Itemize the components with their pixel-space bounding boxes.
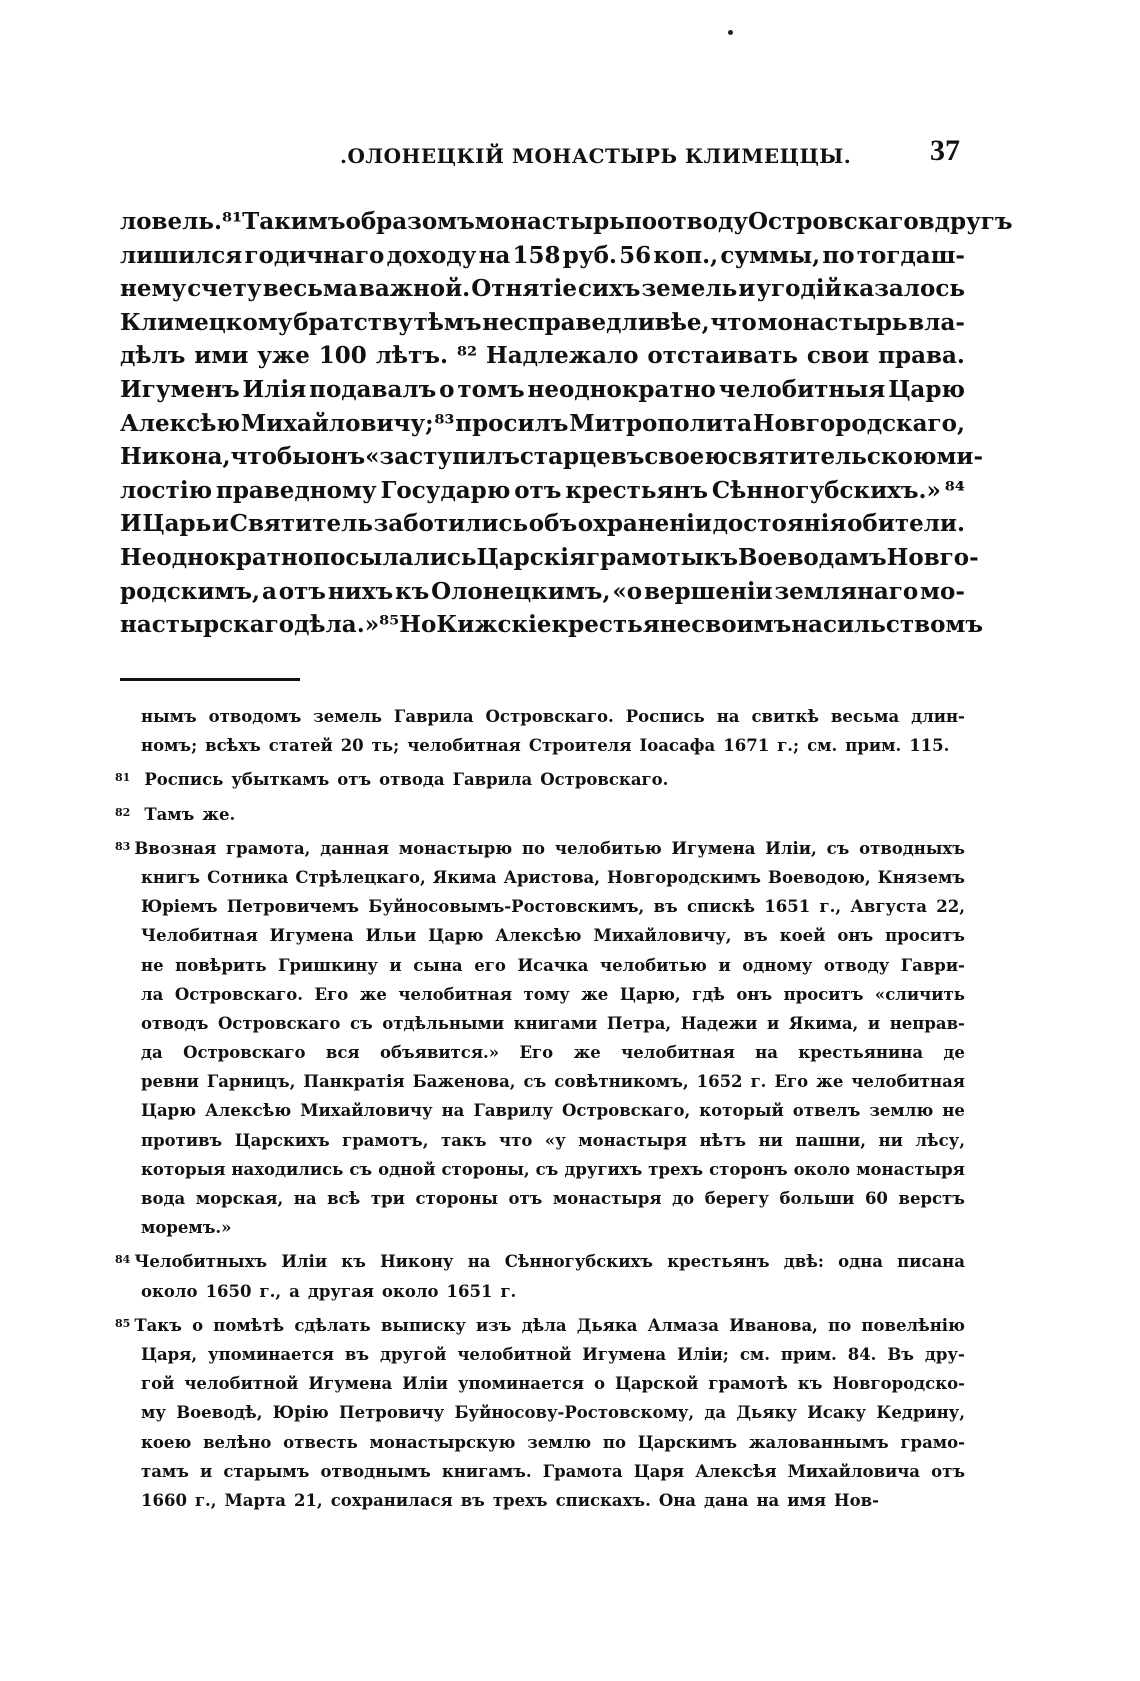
footnote-line [115,1486,965,1515]
main-text-line: Никона, чтобы онъ «заступилъ старцевъ своею святительскою ми- [120,443,984,471]
footnote-text: Такъ о помѣтѣ сдѣлать выписку изъ дѣла Дьяка Алмаза Иванова, по повелѣнію [134,1315,965,1335]
page-number: 37 [930,134,960,167]
footnote-text: противъ Царскихъ грамотъ, такъ что «у монастыря нѣтъ ни пашни, ни лѣсу, [141,1130,965,1150]
footnote-text: моремъ.» [141,1218,232,1238]
footnote-text: Царя, упоминается въ другой челобитной Игумена Иліи; см. прим. 84. Въ дру- [141,1344,965,1364]
footnote-text: отводъ Островскаго съ отдѣльными книгами Петра, Надежи и Якима, и неправ- [141,1013,965,1033]
footnote-84 [115,1247,965,1305]
footnote-text: 1660 г., Марта 21, сохранилася въ трехъ спискахъ. Она дана на имя Нов- [141,1490,879,1510]
footnote-text: книгъ Сотника Стрѣлецкаго, Якима Аристова, Новгородскимъ Воеводою, Княземъ [141,867,965,887]
footnote-line [115,1184,965,1213]
footnote-line [115,980,965,1009]
footnote-line [115,834,965,863]
running-head [120,134,960,180]
footnote-text: ла Островскаго. Его же челобитная тому же Царю, гдѣ онъ проситъ «сличить [141,984,965,1004]
footnote-line [115,951,965,980]
footnote-text: Роспись убыткамъ отъ отвода Гаврила Островскаго. [144,770,669,790]
main-text-line: ловель. ⁸¹ Такимъ образомъ монастырь по отводу Островскаго вдругъ [120,208,1013,235]
footnote-line [115,921,965,950]
footnote-text: вода морская, на всѣ три стороны отъ монастыря до берегу больши 60 верстъ [141,1189,965,1208]
running-title: .ОЛОНЕЦКІЙ МОНАСТЫРЬ КЛИМЕЦЦЫ. [340,144,852,168]
main-text-line: Неоднократно посылались Царскія грамоты къ Воеводамъ Новго- [120,543,979,571]
footnote-text: Юріемъ Петровичемъ Буйносовымъ-Ростовскимъ, въ спискѣ 1651 г., Августа 22, [141,897,965,917]
footnote-line [115,1398,965,1427]
footnote-text: Царю Алексѣю Михайловичу на Гаврилу Островскаго, который отвелъ землю не [141,1101,965,1121]
footnote-continued [115,702,965,760]
footnote-text: Челобитныхъ Иліи къ Никону на Сѣнногубскихъ крестьянъ двѣ: одна писана [134,1252,965,1272]
footnote-line [115,1126,965,1155]
footnote-text: коею велѣно отвесть монастырскую землю по Царскимъ жалованнымъ грамо- [141,1432,965,1452]
footnote-text: гой челобитной Игумена Иліи упоминается о Царской грамотѣ къ Новгородско- [141,1374,965,1394]
footnote-83 [115,834,965,1243]
footnote-line [115,1247,965,1276]
footnote-line [115,731,965,760]
footnote-line [115,1067,965,1096]
footnotes [115,702,965,1520]
main-text-line: настырскаго дѣла.» ⁸⁵ Но Кижскіе крестьяне своимъ насильствомъ [120,611,984,639]
footnote-line [115,892,965,921]
footnote-line [115,1277,965,1306]
footnote-line [115,1340,965,1369]
main-text-line: дѣлъ ими уже 100 лѣтъ. ⁸² Надлежало отстаивать свои права. [120,342,965,370]
footnote-line [115,1457,965,1486]
main-text-line: Алексѣю Михайловичу; ⁸³ просилъ Митрополита Новгородскаго, [120,409,965,437]
footnote-marker: 85 [115,1316,131,1330]
footnote-marker: 81 [115,771,131,785]
footnote-line [115,1096,965,1125]
footnote-text: да Островскаго вся объявится.» Его же челобитная на крестьянина де [141,1043,965,1063]
footnote-81 [115,765,965,794]
footnote-line [115,765,965,794]
footnote-line [115,1155,965,1184]
main-text-line: Климецкому братству тѣмъ несправедливѣе, что монастырь вла- [120,308,965,336]
footnote-text: не повѣрить Гришкину и сына его Исачка челобитью и одному отводу Гаври- [141,955,965,975]
footnote-line [115,1311,965,1340]
footnote-text: му Воеводѣ, Юрію Петровичу Буйносову-Ростовскому, да Дьяку Исаку Кедрину, [141,1403,965,1423]
footnote-text: которыя находились съ одной стороны, съ другихъ трехъ сторонъ около монастыря [141,1159,965,1179]
print-speck [728,30,733,35]
footnote-marker: 83 [115,839,131,853]
footnote-text: около 1650 г., а другая около 1651 г. [141,1281,517,1301]
main-text-line: лостію праведному Государю отъ крестьянъ Сѣнногубскихъ.» ⁸⁴ [120,476,965,504]
main-text-line: И Царь и Святитель заботились объ охраненіи достоянія обители. [120,510,965,538]
footnote-line [115,1428,965,1457]
footnote-text: ревни Гарницъ, Панкратія Баженова, съ совѣтникомъ, 1652 г. Его же челобитная [141,1072,965,1092]
footnote-text: Ввозная грамота, данная монастырю по челобитью Игумена Иліи, съ отводныхъ [134,838,965,858]
footnote-line [115,1213,965,1242]
footnote-rule [120,678,300,681]
footnote-85 [115,1311,965,1515]
footnote-line [115,863,965,892]
main-text-line: нему счету весьма важной. Отнятіе сихъ земель и угодій казалось [120,275,965,303]
footnote-text: тамъ и старымъ отводнымъ книгамъ. Грамота Царя Алексѣя Михайловича отъ [141,1461,965,1481]
main-text-line: Игуменъ Илія подавалъ о томъ неоднократно челобитныя Царю [120,375,965,403]
main-text-line: лишился годичнаго доходу на 158 руб. 56 коп., суммы, по тогдаш- [120,241,965,269]
footnote-line [115,800,965,829]
footnote-text: Челобитная Игумена Ильи Царю Алексѣю Михайловичу, въ коей онъ проситъ [141,926,965,946]
footnote-line [115,702,965,731]
footnote-line [115,1369,965,1398]
footnote-marker: 84 [115,1253,131,1267]
footnote-text: Тамъ же. [144,804,236,824]
footnote-line [115,1038,965,1067]
footnote-82 [115,800,965,829]
footnote-text: нымъ отводомъ земель Гаврила Островскаго. Роспись на свиткѣ весьма длин- [141,707,965,726]
main-text-line: родскимъ, а отъ нихъ къ Олонецкимъ, «о вершеніи землянаго мо- [120,577,965,605]
footnote-text: номъ; всѣхъ статей 20 ть; челобитная Строителя Іоасафа 1671 г.; см. прим. 115. [141,736,950,756]
footnote-line [115,1009,965,1038]
main-text [120,205,1013,642]
footnote-marker: 82 [115,805,131,819]
